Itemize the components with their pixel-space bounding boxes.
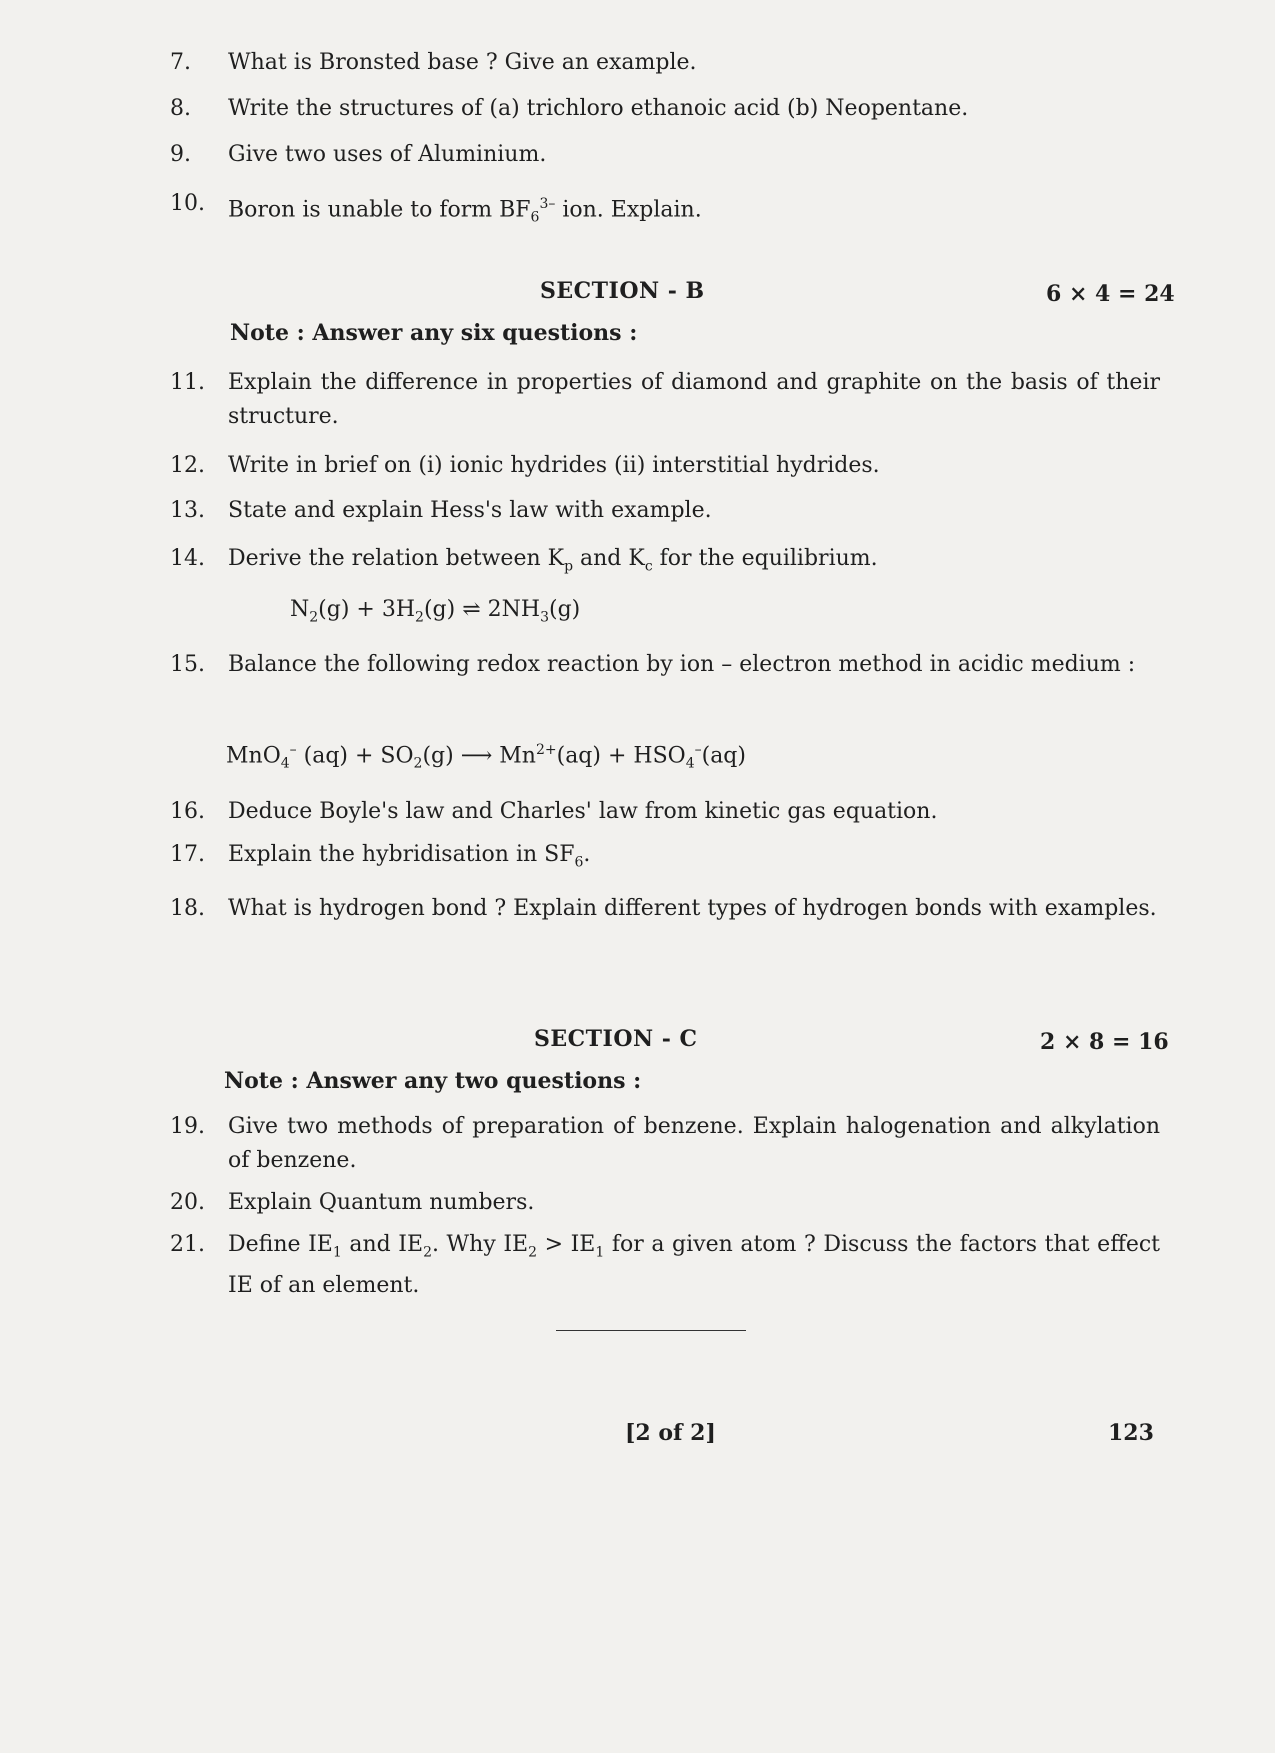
section-b-marks: 6 × 4 = 24 <box>1046 281 1175 307</box>
question-number: 9. <box>170 142 191 167</box>
equilibrium-equation: $N_2(g) + 3H_2(g)$ ⇌ $2NH_3(g)$ <box>290 597 581 626</box>
question-17: 17. Explain the hybridisation in $SF_6$. <box>170 842 591 871</box>
question-8 <box>170 92 1160 126</box>
question-text: Boron is unable to form $BF_6^{3-}$ ion. Explain. <box>228 196 702 226</box>
paper-code: 123 <box>1108 1420 1154 1446</box>
equilibrium-arrow: ⇌ <box>462 597 481 622</box>
question-number: 10. <box>170 191 205 216</box>
question-number: 8. <box>170 96 191 121</box>
question-10 <box>170 187 1160 235</box>
page-indicator: [2 of 2] <box>625 1420 716 1446</box>
question-18: 18. What is hydrogen bond ? Explain different types of hydrogen bonds with examples. <box>170 896 1157 921</box>
reaction-arrow: ⟶ <box>460 743 493 769</box>
section-b-title: SECTION - B <box>540 278 705 304</box>
end-rule <box>556 1330 746 1331</box>
question-11: 11. Explain the difference in properties of diamond and graphite on the basis of their structure. <box>170 370 1160 429</box>
section-c-marks: 2 × 8 = 16 <box>1040 1029 1169 1055</box>
question-16: 16. Deduce Boyle's law and Charles' law from kinetic gas equation. <box>170 799 938 824</box>
question-text: Write the structures of (a) trichloro ethanoic acid (b) Neopentane. <box>228 96 969 121</box>
question-text: What is Bronsted base ? Give an example. <box>228 50 697 75</box>
question-20: 20. Explain Quantum numbers. <box>170 1190 535 1215</box>
section-c-title: SECTION - C <box>534 1026 698 1052</box>
question-number: 7. <box>170 50 191 75</box>
question-15: 15. Balance the following redox reaction by ion – electron method in acidic medium : <box>170 652 1136 677</box>
question-9 <box>170 138 1160 172</box>
redox-equation: MnO$_4$– $(aq) + SO_2(g)$ ⟶ $Mn^{2+}(aq) + HSO_4^-(aq)$ <box>226 742 746 772</box>
question-21: 21. Define $IE_1$ and $IE_2$. Why $IE_2 > IE_1$ for a given atom ? Discuss the factors that effect IE of an element. <box>170 1232 1160 1299</box>
question-12: 12. Write in brief on (i) ionic hydrides (ii) interstitial hydrides. <box>170 453 880 478</box>
question-13: 13. State and explain Hess's law with example. <box>170 498 712 523</box>
question-text: Give two uses of Aluminium. <box>228 142 547 167</box>
section-c-note: Note : Answer any two questions : <box>224 1068 642 1094</box>
question-19: 19. Give two methods of preparation of benzene. Explain halogenation and alkylation of benzene. <box>170 1114 1160 1173</box>
question-14: 14. Derive the relation between $K_p$ and $K_c$ for the equilibrium. <box>170 546 878 575</box>
section-b-note: Note : Answer any six questions : <box>230 320 638 346</box>
question-7 <box>170 46 1160 80</box>
